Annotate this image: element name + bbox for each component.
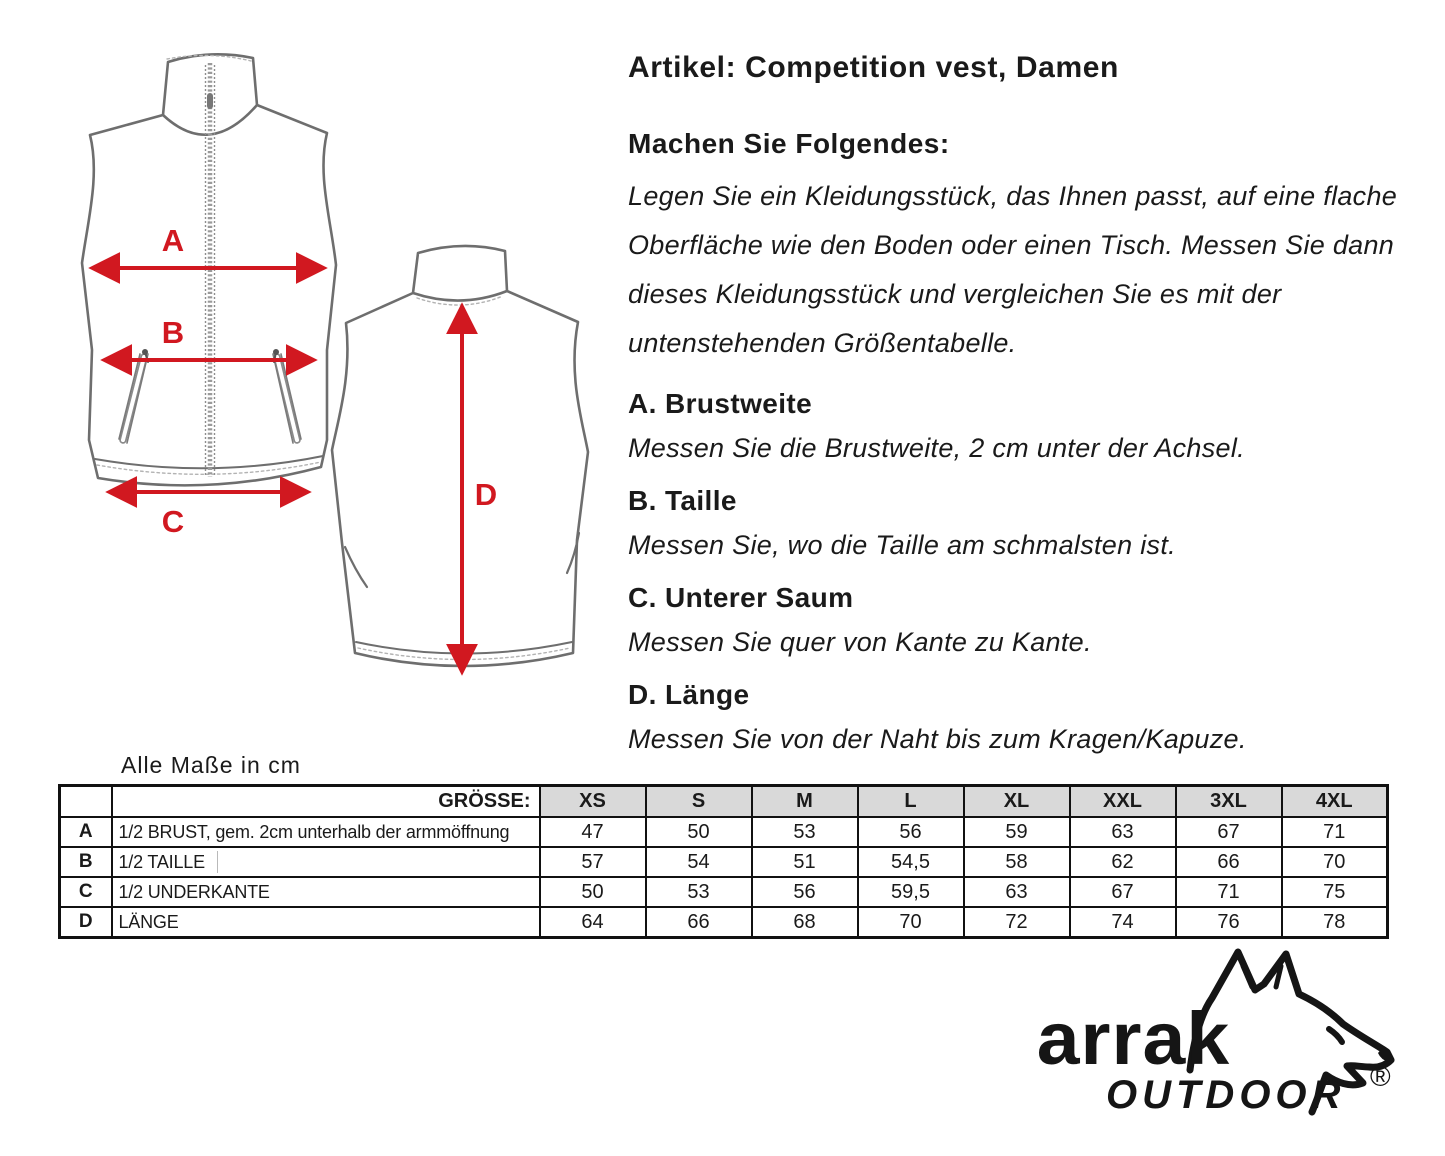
size-value: 72 <box>964 907 1070 938</box>
groesse-header: GRÖSSE: <box>112 786 540 818</box>
row-label: 1/2 UNDERKANTE <box>112 877 540 907</box>
table-row <box>60 847 1388 877</box>
table-row <box>60 817 1388 847</box>
size-value: 50 <box>646 817 752 847</box>
measure-d-label: D. Länge <box>628 679 750 710</box>
size-value: 62 <box>1070 847 1176 877</box>
measure-letter-c: C <box>161 504 185 539</box>
size-value: 53 <box>646 877 752 907</box>
measure-b-label: B. Taille <box>628 485 737 516</box>
size-value: 63 <box>964 877 1070 907</box>
size-col-header: L <box>858 786 964 818</box>
table-row <box>60 907 1388 938</box>
size-value: 53 <box>752 817 858 847</box>
size-value: 56 <box>752 877 858 907</box>
measure-b-description: Messen Sie, wo die Taille am schmalsten ist. <box>628 530 1176 560</box>
row-label: 1/2 TAILLE <box>112 847 540 877</box>
measure-letter-d: D <box>474 477 498 512</box>
measure-letter-a: A <box>161 223 185 258</box>
instructions-line: Oberfläche wie den Boden oder einen Tisch. Messen Sie dann <box>628 230 1395 260</box>
registered-mark: ® <box>1370 1061 1391 1092</box>
logo-brand-text: arrak <box>1036 997 1231 1080</box>
size-value: 70 <box>1282 847 1388 877</box>
row-letter: A <box>60 817 112 847</box>
size-value: 70 <box>858 907 964 938</box>
size-value: 67 <box>1070 877 1176 907</box>
instructions-line: dieses Kleidungsstück und vergleichen Sie es mit der <box>628 279 1282 309</box>
size-value: 71 <box>1282 817 1388 847</box>
logo-sub-text: OUTDOOR <box>1106 1073 1346 1117</box>
table-row <box>60 877 1388 907</box>
size-value: 66 <box>646 907 752 938</box>
size-value: 47 <box>540 817 646 847</box>
size-value: 54 <box>646 847 752 877</box>
size-value: 74 <box>1070 907 1176 938</box>
measure-a-description: Messen Sie die Brustweite, 2 cm unter der Achsel. <box>628 433 1245 463</box>
measure-letter-b: B <box>161 315 185 350</box>
instructions-line: Legen Sie ein Kleidungsstück, das Ihnen passt, auf eine flache <box>628 181 1398 211</box>
size-col-header: S <box>646 786 752 818</box>
instructions-heading: Machen Sie Folgendes: <box>628 128 950 159</box>
instructions-paragraph <box>628 172 1433 368</box>
size-value: 66 <box>1176 847 1282 877</box>
size-value: 68 <box>752 907 858 938</box>
corner-cell <box>60 786 112 818</box>
size-value: 67 <box>1176 817 1282 847</box>
row-letter: C <box>60 877 112 907</box>
size-value: 59 <box>964 817 1070 847</box>
size-value: 58 <box>964 847 1070 877</box>
size-value: 54,5 <box>858 847 964 877</box>
size-value: 63 <box>1070 817 1176 847</box>
size-col-header: M <box>752 786 858 818</box>
size-value: 51 <box>752 847 858 877</box>
size-value: 50 <box>540 877 646 907</box>
size-value: 78 <box>1282 907 1388 938</box>
size-value: 56 <box>858 817 964 847</box>
measure-d-description: Messen Sie von der Naht bis zum Kragen/Kapuze. <box>628 724 1247 754</box>
size-value: 75 <box>1282 877 1388 907</box>
size-col-header: XL <box>964 786 1070 818</box>
size-col-header: 3XL <box>1176 786 1282 818</box>
measure-c-description: Messen Sie quer von Kante zu Kante. <box>628 627 1092 657</box>
table-caption: Alle Maße in cm <box>121 752 301 778</box>
instructions-line: untenstehenden Größentabelle. <box>628 328 1017 358</box>
size-table <box>58 784 1389 939</box>
row-letter: B <box>60 847 112 877</box>
row-label: LÄNGE <box>112 907 540 938</box>
size-value: 71 <box>1176 877 1282 907</box>
size-value: 59,5 <box>858 877 964 907</box>
size-col-header: 4XL <box>1282 786 1388 818</box>
size-value: 76 <box>1176 907 1282 938</box>
table-header-row <box>60 786 1388 818</box>
size-col-header: XS <box>540 786 646 818</box>
size-value: 57 <box>540 847 646 877</box>
size-col-header: XXL <box>1070 786 1176 818</box>
vest-measurement-diagram <box>55 35 645 725</box>
measure-c-label: C. Unterer Saum <box>628 582 854 613</box>
row-letter: D <box>60 907 112 938</box>
row-label: 1/2 BRUST, gem. 2cm unterhalb der armmöffnung <box>112 817 540 847</box>
measure-a-label: A. Brustweite <box>628 388 813 419</box>
description-column <box>628 50 1433 756</box>
brand-logo <box>1018 942 1438 1142</box>
page-title: Artikel: Competition vest, Damen <box>628 51 1119 84</box>
size-value: 64 <box>540 907 646 938</box>
